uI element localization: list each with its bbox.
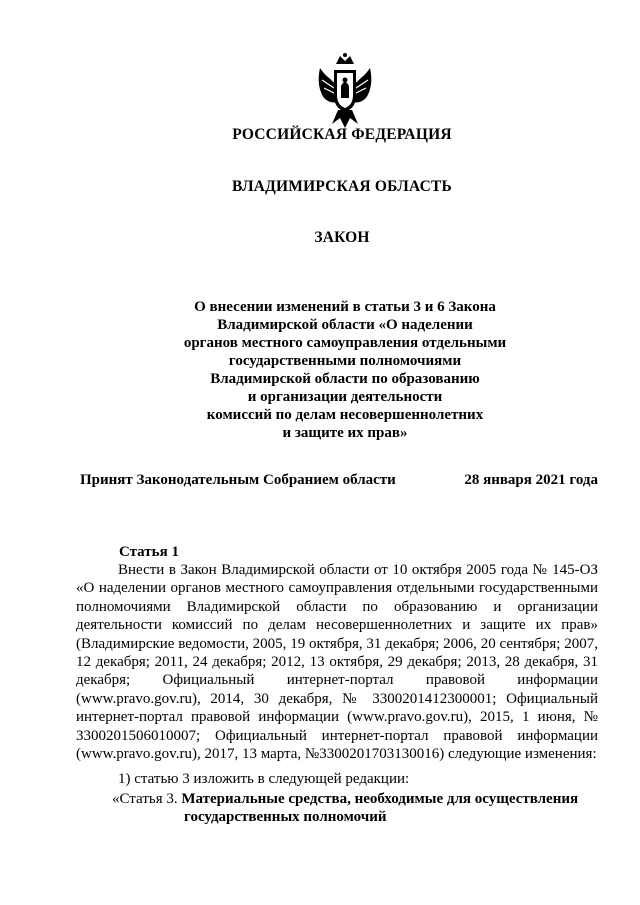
title-line: Владимирской области «О наделении xyxy=(217,317,473,333)
title-line: О внесении изменений в статьи 3 и 6 Закона xyxy=(194,299,496,315)
title-line: и защите их прав» xyxy=(282,425,408,441)
amended-article-title: Материальные средства, необходимые для осуществления xyxy=(181,791,579,807)
coat-of-arms-emblem xyxy=(314,52,376,130)
document-type: ЗАКОН xyxy=(314,229,370,246)
law-title xyxy=(165,298,525,442)
country-name: РОССИЙСКАЯ ФЕДЕРАЦИЯ xyxy=(232,126,452,143)
article-paragraph: Внести в Закон Владимирской области от 10 октября 2005 года № 145-ОЗ «О наделении органов местного самоуправления отдельными государственными полномочиями Владимирской области по образованию и организации деятельности комиссий по делам несовершеннолетних и защите их прав» (Владимирские ведомости, 2005, 19 октября, 31 декабря; 2006, 20 сентября; 2007, 12 декабря; 2011, 24 декабря; 2012, 13 октября, 29 декабря; 2013, 28 декабря, 31 декабря; Официальный интернет-портал правовой информации (www.pravo.gov.ru), 2014, 30 декабря, № 3300201412300001; Официальный интернет-портал правовой информации (www.pravo.gov.ru), 2015, 1 июня, № 3300201506010007; Официальный интернет-портал правовой информации (www.pravo.gov.ru), 2017, 13 марта, №3300201703130016) следующие изменения: xyxy=(76,562,598,763)
list-item: 1) статью 3 изложить в следующей редакции: xyxy=(118,771,410,787)
adoption-date: 28 января 2021 года xyxy=(464,472,598,488)
title-line: Владимирской области по образованию xyxy=(210,371,480,387)
region-name: ВЛАДИМИРСКАЯ ОБЛАСТЬ xyxy=(232,178,452,195)
title-line: органов местного самоуправления отдельными xyxy=(183,335,507,351)
adoption-line xyxy=(80,472,600,492)
amended-article-title-cont: государственных полномочий xyxy=(184,809,387,826)
article-heading: Статья 1 xyxy=(119,544,179,560)
title-line: государственными полномочиями xyxy=(228,353,462,369)
title-line: и организации деятельности xyxy=(247,389,443,405)
title-line: комиссий по делам несовершеннолетних xyxy=(206,407,484,423)
amended-article-heading xyxy=(112,790,612,827)
adopted-by: Принят Законодательным Собранием области xyxy=(80,472,396,488)
amended-article-label: «Статья 3. xyxy=(112,791,178,807)
